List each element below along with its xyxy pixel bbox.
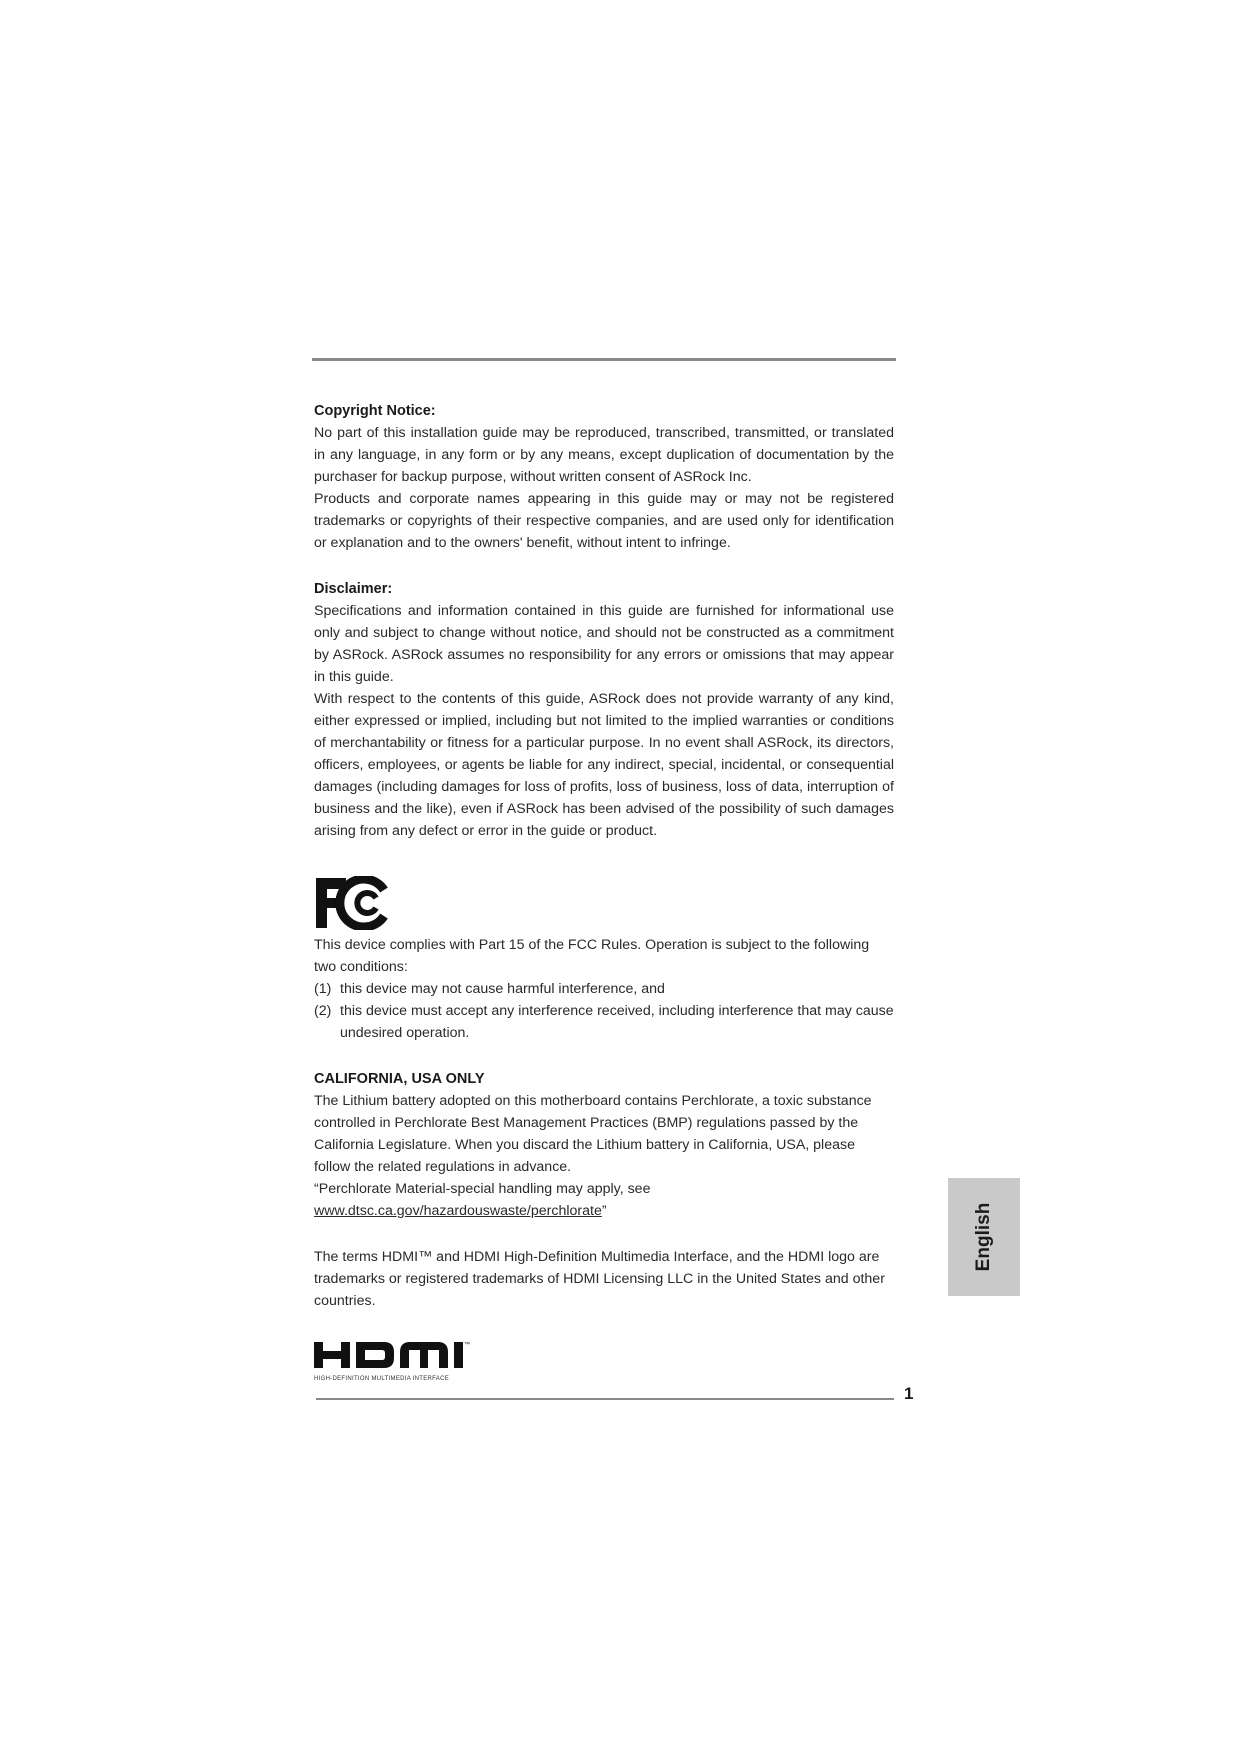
copyright-heading: Copyright Notice: [314,403,436,419]
svg-text:HIGH-DEFINITION MULTIMEDIA INT: HIGH-DEFINITION MULTIMEDIA INTERFACE [314,1376,450,1382]
fcc-intro: This device complies with Part 15 of the FCC Rules. Operation is subject to the following two conditions: [314,937,870,975]
list-text: this device must accept any interference received, including interference that may cause undesired operation. [340,1003,894,1041]
svg-text:™: ™ [464,1342,470,1348]
disclaimer-paragraph-1: Specifications and information contained in this guide are furnished for informational use only and subject to change without notice, and should not be constructed as a commitment by ASRock. ASRock assumes no responsibility for any errors or omissions that may appear in this guide. [314,603,894,685]
california-paragraph: The Lithium battery adopted on this motherboard contains Perchlorate, a toxic substance controlled in Perchlorate Best Management Practices (BMP) regulations passed by the California Legislature. When you discard the Lithium battery in California, USA, please follow the related regulations in advance. [314,1093,872,1175]
hdmi-logo-icon [314,1338,492,1384]
language-tab-label: English [973,1202,994,1272]
disclaimer-heading: Disclaimer: [314,581,393,597]
california-heading: CALIFORNIA, USA ONLY [314,1071,485,1087]
fcc-condition-2 [314,1000,894,1044]
list-number: (1) [314,981,332,997]
perchlorate-link-line [314,1200,894,1222]
copyright-paragraph-1: No part of this installation guide may be reproduced, transcribed, transmitted, or translated in any language, in any form or by any means, except duplication of documentation by the purchaser for backup purpose, without written consent of ASRock Inc. [314,425,894,485]
page-number: 1 [904,1384,914,1403]
bottom-divider [316,1398,894,1400]
list-text: this device may not cause harmful interference, and [340,981,665,997]
copyright-paragraph-2: Products and corporate names appearing in this guide may or may not be registered trademarks or copyrights of their respective companies, and are used only for identification or explanation and to the owners' benefit, without intent to infringe. [314,491,894,551]
disclaimer-paragraph-2: With respect to the contents of this guide, ASRock does not provide warranty of any kind, either expressed or implied, including but not limited to the implied warranties or conditions of merchantability or fitness for a particular purpose. In no event shall ASRock, its directors, officers, employees, or agents be liable for any indirect, special, incidental, or consequential damages (including damages for loss of profits, loss of business, loss of data, interruption of business and the like), even if ASRock has been advised of the possibility of such damages arising from any defect or error in the guide or product. [314,691,894,839]
fcc-logo-icon [314,876,390,930]
language-tab [948,1178,1020,1296]
list-number: (2) [314,1003,332,1019]
link-closing-quote: ” [601,1203,607,1219]
top-divider [312,358,896,361]
hdmi-trademark-text: The terms HDMI™ and HDMI High-Definition Multimedia Interface, and the HDMI logo are trademarks or registered trademarks of HDMI Licensing LLC in the United States and other countries. [314,1249,885,1309]
perchlorate-note: “Perchlorate Material-special handling may apply, see [314,1181,651,1197]
fcc-condition-1 [314,978,894,1000]
document-body [314,400,894,1384]
perchlorate-link[interactable]: www.dtsc.ca.gov/hazardouswaste/perchlorate [314,1203,602,1219]
